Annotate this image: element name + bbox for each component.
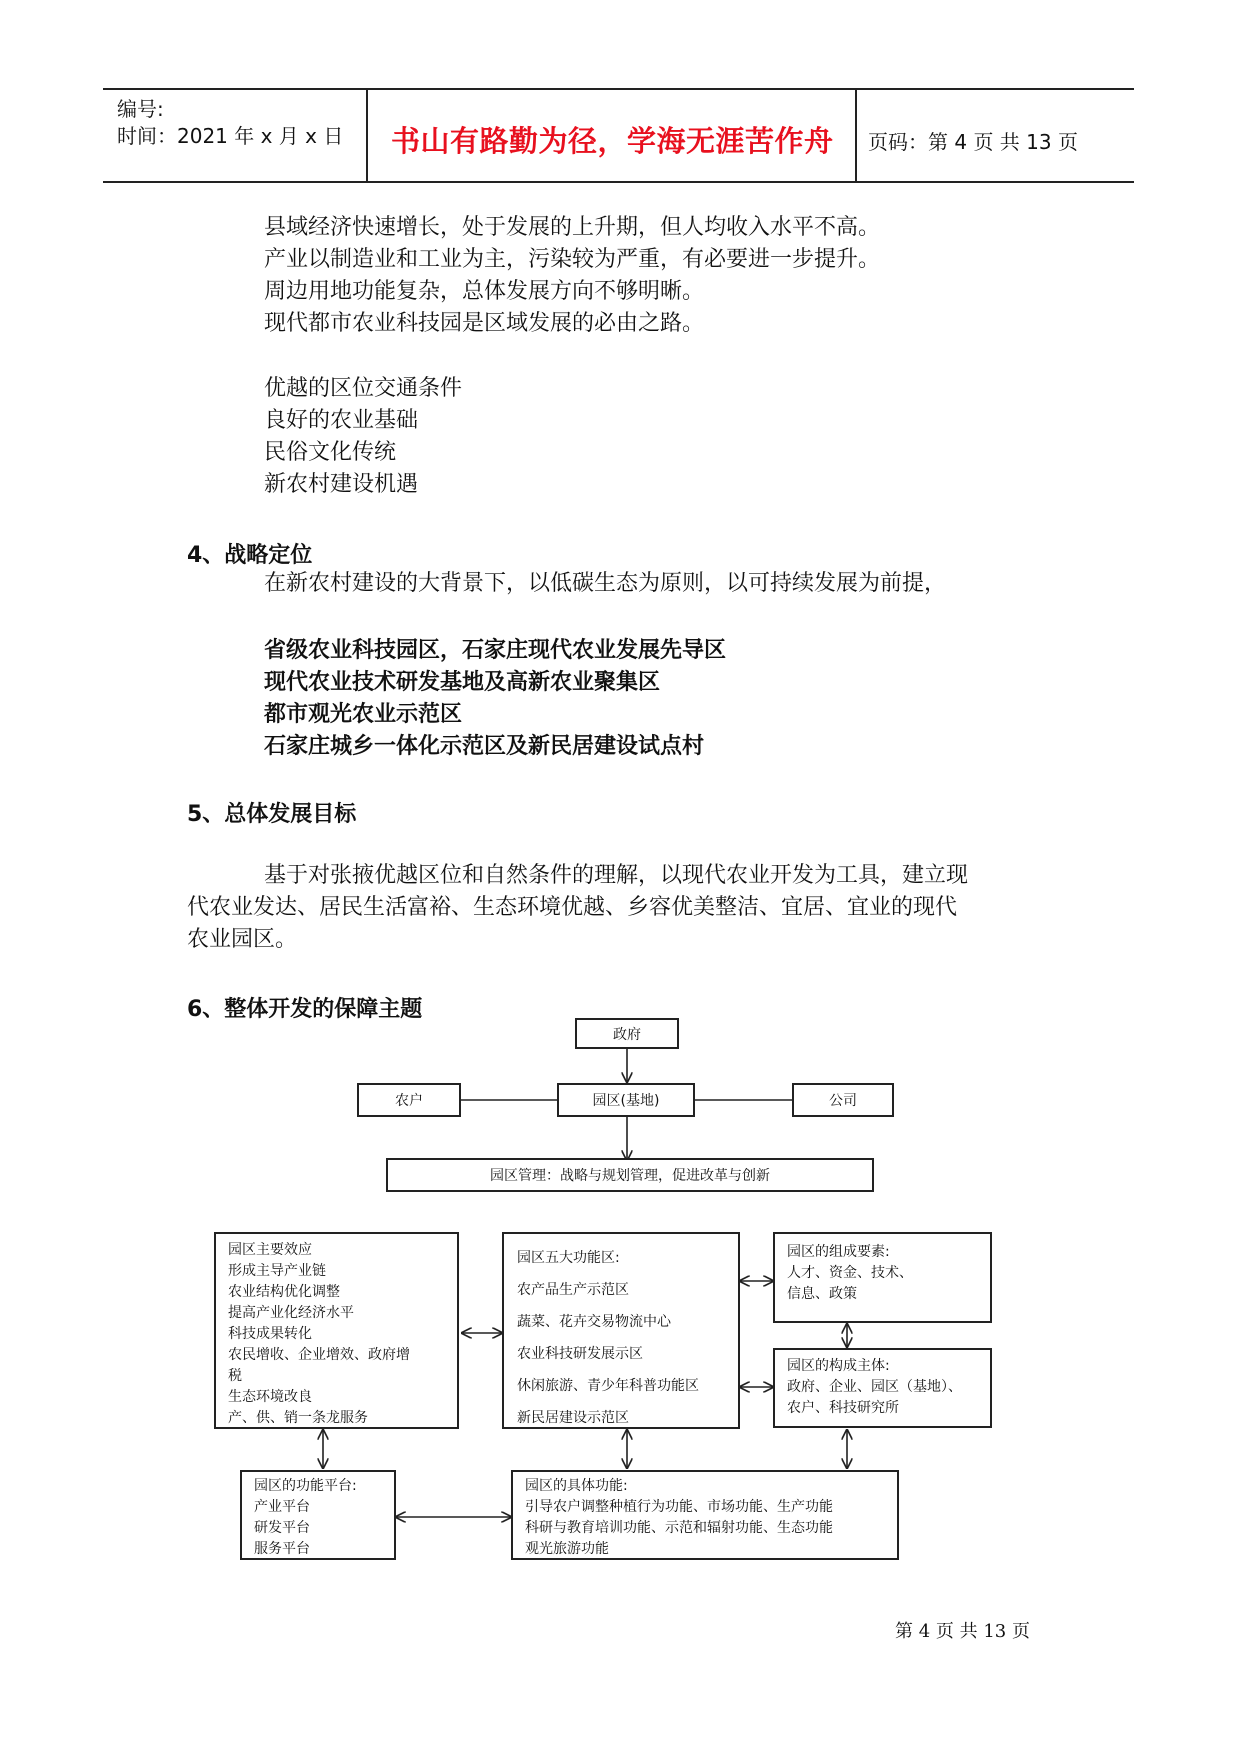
elements-item: 人才、资金、技术、 xyxy=(787,1265,913,1281)
platforms-item: 服务平台 xyxy=(254,1541,310,1557)
park-base-box xyxy=(557,1083,695,1117)
main-effects-box xyxy=(214,1232,459,1429)
positioning-item: 石家庄城乡一体化示范区及新民居建设试点村 xyxy=(264,734,705,759)
advantage-item: 良好的农业基础 xyxy=(264,408,419,433)
subjects-item: 农户、科技研究所 xyxy=(787,1400,899,1416)
header-page-label: 页码：第 4 页 共 13 页 xyxy=(868,130,1078,154)
subjects-title: 园区的构成主体: xyxy=(787,1358,890,1374)
subjects-item: 政府、企业、园区（基地）、 xyxy=(787,1379,962,1395)
main-effects-item: 提高产业化经济水平 xyxy=(228,1305,354,1321)
goal-line: 农业园区。 xyxy=(187,927,298,952)
platforms-box xyxy=(240,1470,396,1560)
specific-functions-title: 园区的具体功能: xyxy=(525,1478,628,1494)
government-box xyxy=(575,1018,679,1049)
five-zones-item: 新民居建设示范区 xyxy=(517,1410,629,1426)
elements-box xyxy=(773,1232,992,1323)
platforms-item: 产业平台 xyxy=(254,1499,310,1515)
main-effects-item: 生态环境改良 xyxy=(228,1389,312,1405)
company-label: 公司 xyxy=(829,1093,857,1109)
platforms-title: 园区的功能平台: xyxy=(254,1478,357,1494)
main-effects-item: 科技成果转化 xyxy=(228,1326,312,1342)
header-motto: 书山有路勤为径，学海无涯苦作舟 xyxy=(391,124,834,158)
specific-functions-item: 科研与教育培训功能、示范和辐射功能、生态功能 xyxy=(525,1520,833,1536)
management-box xyxy=(386,1158,874,1192)
section6-heading: 6、整体开发的保障主题 xyxy=(187,997,423,1022)
five-zones-item: 蔬菜、花卉交易物流中心 xyxy=(517,1314,671,1330)
main-effects-item: 产、供、销一条龙服务 xyxy=(228,1410,368,1426)
positioning-item: 省级农业科技园区，石家庄现代农业发展先导区 xyxy=(264,638,727,663)
intro-line: 现代都市农业科技园是区域发展的必由之路。 xyxy=(264,311,705,336)
specific-functions-item: 引导农户调整种植行为功能、市场功能、生产功能 xyxy=(525,1499,833,1515)
advantage-item: 民俗文化传统 xyxy=(264,440,397,465)
intro-line: 周边用地功能复杂，总体发展方向不够明晰。 xyxy=(264,279,705,304)
five-zones-item: 休闲旅游、青少年科普功能区 xyxy=(517,1378,699,1394)
intro-line: 产业以制造业和工业为主，污染较为严重，有必要进一步提升。 xyxy=(264,247,881,272)
page-footer: 第 4 页 共 13 页 xyxy=(895,1621,1030,1642)
main-effects-item: 农业结构优化调整 xyxy=(228,1284,340,1300)
goal-line: 代农业发达、居民生活富裕、生态环境优越、乡容优美整洁、宜居、宜业的现代 xyxy=(187,895,958,920)
elements-item: 信息、政策 xyxy=(787,1286,857,1302)
section4-intro: 在新农村建设的大背景下，以低碳生态为原则，以可持续发展为前提， xyxy=(264,571,947,596)
farmers-label: 农户 xyxy=(395,1093,423,1109)
section4-heading: 4、战略定位 xyxy=(187,543,313,568)
management-label: 园区管理：战略与规划管理，促进改革与创新 xyxy=(490,1168,770,1184)
elements-title: 园区的组成要素: xyxy=(787,1244,890,1260)
company-box xyxy=(792,1083,894,1117)
five-zones-item: 农业科技研发展示区 xyxy=(517,1346,643,1362)
positioning-item: 现代农业技术研发基地及高新农业聚集区 xyxy=(264,670,661,695)
specific-functions-item: 观光旅游功能 xyxy=(525,1541,609,1557)
five-zones-title: 园区五大功能区: xyxy=(517,1250,620,1266)
platforms-item: 研发平台 xyxy=(254,1520,310,1536)
subjects-box xyxy=(773,1348,992,1428)
five-zones-box xyxy=(502,1232,740,1429)
main-effects-item: 形成主导产业链 xyxy=(228,1263,326,1279)
header-number-label: 编号: xyxy=(117,97,164,121)
intro-line: 县域经济快速增长，处于发展的上升期，但人均收入水平不高。 xyxy=(264,215,881,240)
goal-line: 基于对张掖优越区位和自然条件的理解，以现代农业开发为工具，建立现 xyxy=(264,863,969,888)
advantage-item: 优越的区位交通条件 xyxy=(264,376,463,401)
farmers-box xyxy=(357,1083,461,1117)
five-zones-item: 农产品生产示范区 xyxy=(517,1282,629,1298)
main-effects-item: 农民增收、企业增效、政府增 xyxy=(228,1347,410,1363)
specific-functions-box xyxy=(511,1470,899,1560)
main-effects-title: 园区主要效应 xyxy=(228,1242,312,1258)
government-label: 政府 xyxy=(613,1026,641,1043)
header-time-label: 时间：2021 年 x 月 x 日 xyxy=(117,124,344,148)
park-base-label: 园区(基地) xyxy=(592,1093,660,1109)
positioning-item: 都市观光农业示范区 xyxy=(264,702,463,727)
advantage-item: 新农村建设机遇 xyxy=(264,472,419,497)
main-effects-item: 税 xyxy=(228,1368,242,1384)
section5-heading: 5、总体发展目标 xyxy=(187,802,357,827)
